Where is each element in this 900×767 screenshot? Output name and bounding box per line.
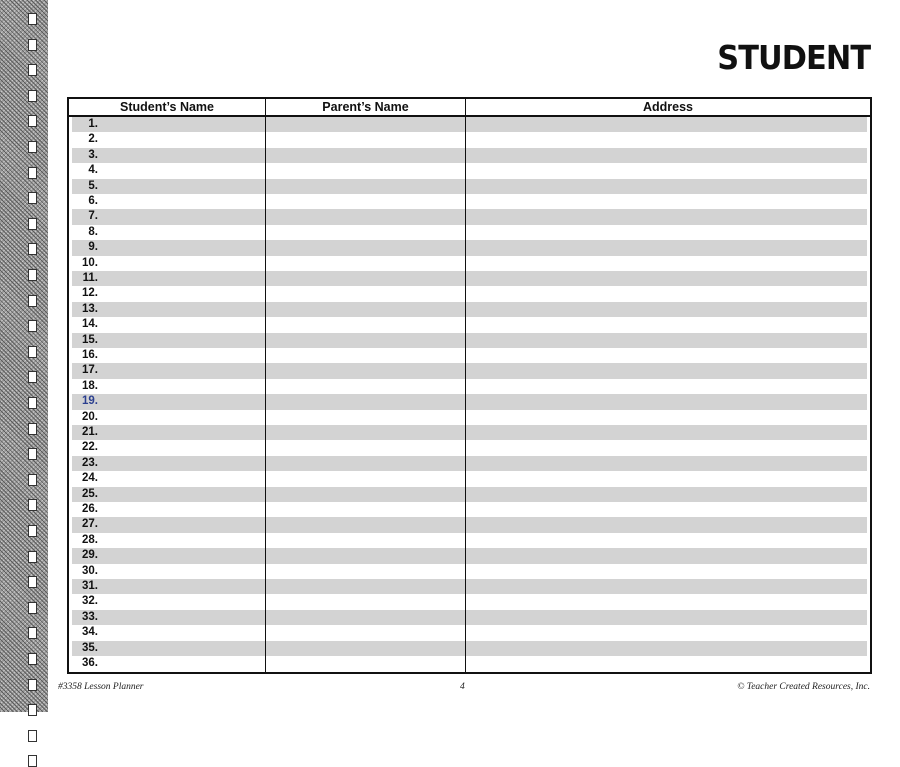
table-row bbox=[69, 610, 870, 625]
table-row bbox=[69, 379, 870, 394]
row-shading bbox=[72, 163, 867, 178]
row-number: 7. bbox=[88, 210, 98, 223]
row-number: 5. bbox=[88, 179, 98, 192]
binding-hole bbox=[28, 64, 37, 76]
row-shading bbox=[72, 641, 867, 656]
footer-page-number: 4 bbox=[460, 682, 465, 692]
row-shading bbox=[72, 194, 867, 209]
table-row bbox=[69, 625, 870, 640]
row-shading bbox=[72, 487, 867, 502]
row-shading bbox=[72, 425, 867, 440]
table-row bbox=[69, 656, 870, 671]
binding-hole bbox=[28, 320, 37, 332]
table-row bbox=[69, 286, 870, 301]
table-row bbox=[69, 471, 870, 486]
row-shading bbox=[72, 333, 867, 348]
table-row bbox=[69, 440, 870, 455]
row-number: 14. bbox=[82, 318, 98, 331]
row-shading bbox=[72, 348, 867, 363]
row-number: 1. bbox=[88, 118, 98, 130]
table-row bbox=[69, 548, 870, 563]
row-shading bbox=[72, 317, 867, 332]
table-row bbox=[69, 517, 870, 532]
table-row bbox=[69, 148, 870, 163]
row-number: 25. bbox=[82, 487, 98, 500]
row-shading bbox=[72, 548, 867, 563]
row-number: 36. bbox=[82, 657, 98, 669]
row-shading bbox=[72, 594, 867, 609]
table-row bbox=[69, 240, 870, 255]
table-row bbox=[69, 194, 870, 209]
row-shading bbox=[72, 564, 867, 579]
table-header bbox=[69, 99, 870, 117]
row-shading bbox=[72, 610, 867, 625]
table-row bbox=[69, 225, 870, 240]
binding-hole bbox=[28, 192, 37, 204]
binding-hole bbox=[28, 39, 37, 51]
row-shading bbox=[72, 132, 867, 147]
row-shading bbox=[72, 209, 867, 224]
row-number: 24. bbox=[82, 472, 98, 485]
row-number: 27. bbox=[82, 518, 98, 531]
row-number: 29. bbox=[82, 549, 98, 562]
student-table bbox=[67, 97, 872, 674]
row-number: 31. bbox=[82, 580, 98, 592]
binding-hole bbox=[28, 167, 37, 179]
row-shading bbox=[72, 440, 867, 455]
table-row bbox=[69, 209, 870, 224]
table-row bbox=[69, 117, 870, 132]
table-row bbox=[69, 163, 870, 178]
row-number: 33. bbox=[82, 610, 98, 623]
footer-copyright: © Teacher Created Resources, Inc. bbox=[737, 682, 870, 692]
binding-hole bbox=[28, 90, 37, 102]
row-shading bbox=[72, 517, 867, 532]
row-number: 2. bbox=[88, 133, 98, 146]
row-number: 17. bbox=[82, 364, 98, 377]
binding-hole bbox=[28, 448, 37, 460]
row-shading bbox=[72, 363, 867, 378]
table-row bbox=[69, 533, 870, 548]
binding-hole bbox=[28, 551, 37, 563]
binding-hole bbox=[28, 602, 37, 614]
row-shading bbox=[72, 240, 867, 255]
binding-hole bbox=[28, 295, 37, 307]
table-row bbox=[69, 271, 870, 286]
table-row bbox=[69, 410, 870, 425]
row-number: 3. bbox=[88, 148, 98, 161]
table-row bbox=[69, 487, 870, 502]
binding-hole bbox=[28, 474, 37, 486]
row-shading bbox=[72, 625, 867, 640]
row-number: 20. bbox=[82, 410, 98, 423]
row-number: 21. bbox=[82, 426, 98, 438]
footer-publication: #3358 Lesson Planner bbox=[58, 682, 144, 692]
row-shading bbox=[72, 225, 867, 240]
row-number: 13. bbox=[82, 302, 98, 315]
table-row bbox=[69, 564, 870, 579]
column-header-student-name: Student’s Name bbox=[119, 100, 214, 114]
row-number: 26. bbox=[82, 503, 98, 515]
table-row bbox=[69, 333, 870, 348]
row-number: 30. bbox=[82, 564, 98, 577]
row-number: 12. bbox=[82, 287, 98, 300]
table-row bbox=[69, 456, 870, 471]
column-divider bbox=[265, 99, 266, 672]
binding-hole bbox=[28, 730, 37, 742]
table-row bbox=[69, 302, 870, 317]
row-number: 28. bbox=[82, 533, 98, 546]
row-number: 18. bbox=[82, 379, 98, 392]
row-number: 6. bbox=[88, 195, 98, 207]
page-title: STUDENT bbox=[717, 38, 870, 77]
binding-hole bbox=[28, 679, 37, 691]
row-number: 22. bbox=[82, 441, 98, 454]
table-row bbox=[69, 579, 870, 594]
row-number: 23. bbox=[82, 456, 98, 469]
row-shading bbox=[72, 471, 867, 486]
table-row bbox=[69, 132, 870, 147]
binding-hole bbox=[28, 218, 37, 230]
table-row bbox=[69, 256, 870, 271]
row-number: 16. bbox=[82, 349, 98, 361]
column-divider bbox=[465, 99, 466, 672]
row-number: 19. bbox=[82, 395, 98, 408]
column-header-address: Address bbox=[642, 100, 694, 114]
column-header-parent-name: Parent’s Name bbox=[322, 100, 409, 114]
row-number: 4. bbox=[88, 164, 98, 177]
row-shading bbox=[72, 117, 867, 132]
binding-hole bbox=[28, 141, 37, 153]
row-shading bbox=[72, 456, 867, 471]
table-row bbox=[69, 348, 870, 363]
binding-hole bbox=[28, 576, 37, 588]
row-shading bbox=[72, 148, 867, 163]
binding-hole bbox=[28, 627, 37, 639]
row-shading bbox=[72, 394, 867, 409]
row-shading bbox=[72, 302, 867, 317]
row-shading bbox=[72, 410, 867, 425]
row-shading bbox=[72, 579, 867, 594]
binding-hole bbox=[28, 346, 37, 358]
binding-hole bbox=[28, 499, 37, 511]
row-number: 15. bbox=[82, 333, 98, 346]
binding-hole bbox=[28, 269, 37, 281]
row-shading bbox=[72, 271, 867, 286]
table-body bbox=[69, 117, 870, 672]
binding-hole bbox=[28, 371, 37, 383]
table-row bbox=[69, 179, 870, 194]
row-number: 34. bbox=[82, 626, 98, 639]
binding-hole bbox=[28, 13, 37, 25]
table-row bbox=[69, 394, 870, 409]
binding-hole bbox=[28, 525, 37, 537]
binding-hole bbox=[28, 755, 37, 767]
binding-holes bbox=[28, 0, 38, 712]
binding-hole bbox=[28, 115, 37, 127]
row-number: 9. bbox=[88, 241, 98, 254]
row-number: 8. bbox=[88, 225, 98, 238]
table-row bbox=[69, 594, 870, 609]
binding-strip bbox=[0, 0, 48, 712]
binding-hole bbox=[28, 397, 37, 409]
row-shading bbox=[72, 656, 867, 671]
row-number: 32. bbox=[82, 595, 98, 608]
binding-hole bbox=[28, 653, 37, 665]
table-row bbox=[69, 425, 870, 440]
binding-hole bbox=[28, 423, 37, 435]
table-row bbox=[69, 317, 870, 332]
table-row bbox=[69, 363, 870, 378]
row-shading bbox=[72, 286, 867, 301]
row-number: 35. bbox=[82, 641, 98, 654]
row-number: 10. bbox=[82, 256, 98, 269]
binding-hole bbox=[28, 704, 37, 716]
binding-hole bbox=[28, 243, 37, 255]
row-shading bbox=[72, 256, 867, 271]
table-row bbox=[69, 641, 870, 656]
row-shading bbox=[72, 502, 867, 517]
table-row bbox=[69, 502, 870, 517]
row-shading bbox=[72, 179, 867, 194]
row-shading bbox=[72, 379, 867, 394]
row-number: 11. bbox=[82, 272, 98, 284]
row-shading bbox=[72, 533, 867, 548]
